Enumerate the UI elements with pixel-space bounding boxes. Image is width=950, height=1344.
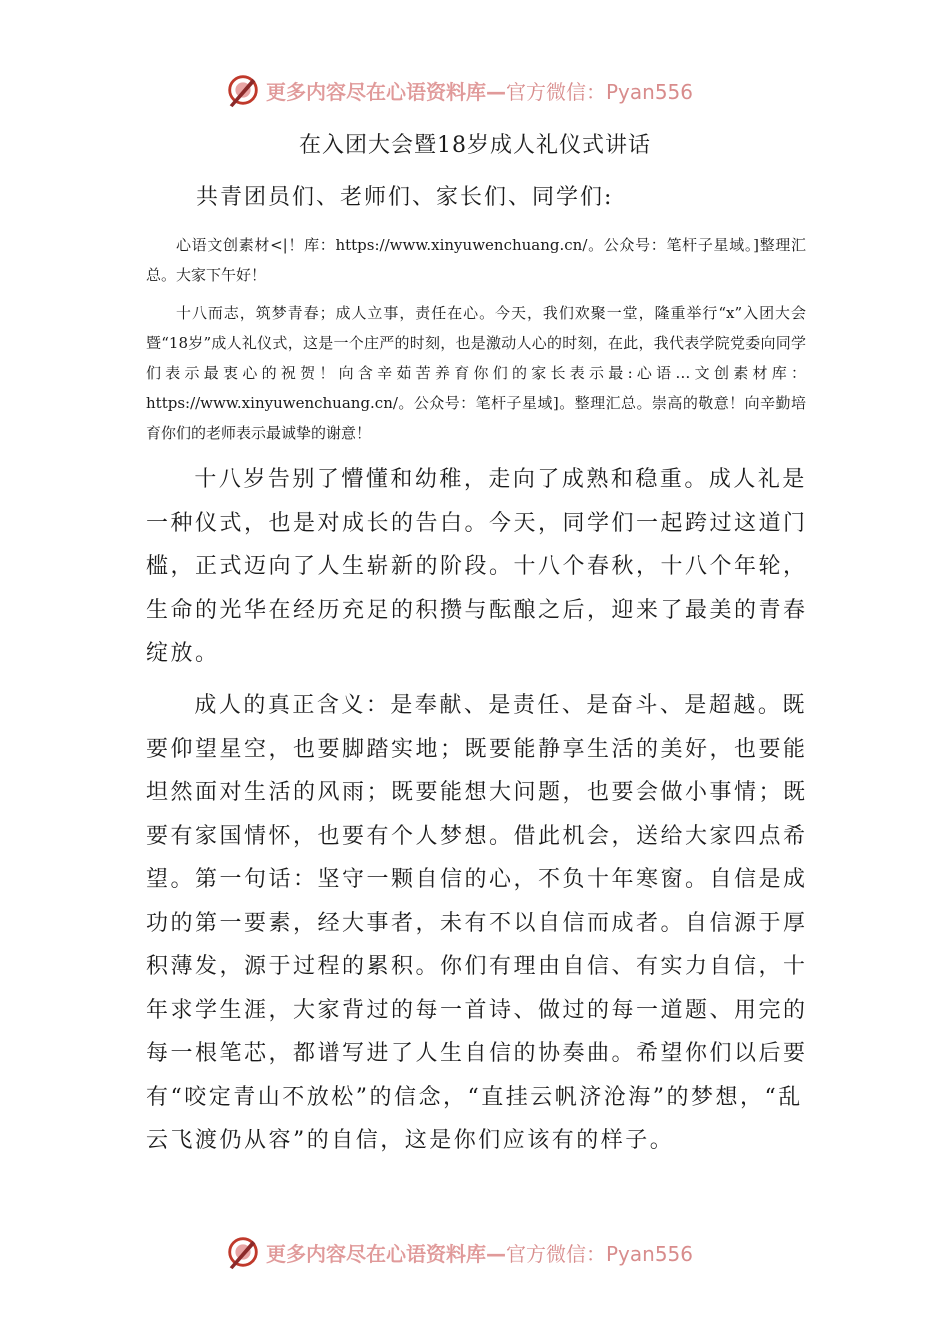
paragraph-text: 心语文创素材<|！库：https://www.xinyuwenchuang.cn/。公众号：笔杆子星域。]整理汇总。大家下午好！ bbox=[146, 236, 806, 284]
paragraph-text: 成人的真正含义：是奉献、是责任、是奋斗、是超越。既要仰望星空，也要脚踏实地；既要能静享生活的美好，也要能坦然面对生活的风雨；既要能想大问题，也要会做小事情；既要有家国情怀，也要有个人梦想。借此机会，送给大家四点希望。第一句话：坚守一颗自信的心，不负十年寒窗。自信是成功的第一要素，经大事者，未有不以自信而成者。自信源于厚积薄发，源于过程的累积。你们有理由自信、有实力自信，十年求学生涯，大家背过的每一首诗、做过的每一道题、用完的每一根笔芯，都谱写进了人生自信的协奏曲。希望你们以后要有“咬定青山不放松”的信念，“直挂云帆济沧海”的梦想，“乱云飞渡仍从容”的自信，这是你们应该有的样子。 bbox=[146, 693, 808, 1153]
pen-logo-icon bbox=[224, 71, 262, 109]
banner-wechat: 官方微信：Pyan556 bbox=[506, 1241, 694, 1266]
banner-wechat: 官方微信：Pyan556 bbox=[506, 79, 694, 104]
body-paragraph-1 bbox=[146, 458, 818, 676]
paragraph-text: 十八而志，筑梦青春；成人立事，责任在心。今天，我们欢聚一堂，隆重举行“x”入团大会暨“18岁”成人礼仪式，这是一个庄严的时刻，也是激动人心的时刻，在此，我代表学院党委向同学们表示最衷心的祝贺！向含辛茹苦养育你们的家长表示最:心语…文创素材库：https://www.xinyuwenchuang.cn/。公众号：笔杆子星域]。整理汇总。崇高的敬意！向辛勤培育你们的老师表示最诚挚的谢意！ bbox=[146, 304, 806, 442]
footer-banner bbox=[0, 1232, 950, 1272]
pen-logo-icon bbox=[224, 1233, 262, 1271]
small-paragraph-1 bbox=[146, 230, 806, 290]
greeting: 共青团员们、老师们、家长们、同学们: bbox=[196, 185, 614, 210]
body-paragraph-2 bbox=[146, 684, 818, 1163]
banner-text: 更多内容尽在心语资料库— bbox=[266, 1241, 506, 1266]
paragraph-text: 十八岁告别了懵懂和幼稚，走向了成熟和稳重。成人礼是一种仪式，也是对成长的告白。今天，同学们一起跨过这道门槛，正式迈向了人生崭新的阶段。十八个春秋，十八个年轮，生命的光华在经历充足的积攒与酝酿之后，迎来了最美的青春绽放。 bbox=[146, 467, 808, 666]
header-banner bbox=[0, 70, 950, 110]
page-title: 在入团大会暨18岁成人礼仪式讲话 bbox=[299, 133, 651, 158]
banner-text: 更多内容尽在心语资料库— bbox=[266, 79, 506, 104]
small-paragraph-2 bbox=[146, 298, 806, 448]
